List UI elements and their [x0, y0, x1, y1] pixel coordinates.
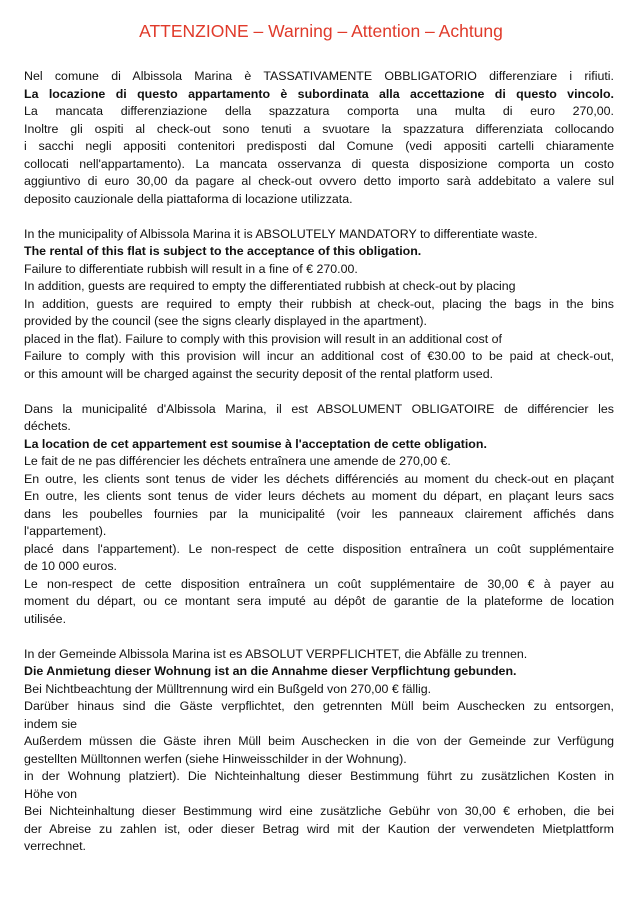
text-line: deposito cauzionale della piattaforma di locazione utilizzata. [24, 191, 353, 206]
text-line: Höhe von [24, 786, 78, 801]
text-line: dans les poubelles fournies par la municipalité (voir les panneaux clairement affichés dans [24, 506, 614, 521]
text-line: Dans la municipalité d'Albissola Marina, il est ABSOLUMENT OBLIGATOIRE de différencier les [24, 401, 614, 416]
text-line: déchets. [24, 419, 71, 433]
text-line: In addition, guests are required to empty the differentiated rubbish at check-out by placing [24, 279, 516, 293]
text-line: der Abreise zu zahlen ist, oder dieser Betrag wird mit der Kaution der verwendeten Mietplattform [24, 821, 614, 836]
text-line: placed in the flat). Failure to comply with this provision will result in an additional cost of [24, 331, 502, 346]
text-line: aggiuntivo di euro 30,00 da pagare al check-out ovvero detto importo sarà addebitato a valere sul [24, 174, 614, 188]
text-line: En outre, les clients sont tenus de vider les déchets différenciés au moment du check-out en plaçant [24, 471, 614, 486]
text-line: indem sie [24, 716, 78, 731]
text-line-emphasis: La location de cet appartement est soumise à l'acceptation de cette obligation. [24, 436, 487, 451]
section-english [24, 226, 614, 384]
text-line: moment du départ, ou ce montant sera imputé au dépôt de garantie de la plateforme de location [24, 594, 614, 608]
text-line-emphasis: La locazione di questo appartamento è subordinata alla accettazione di questo vincolo. [24, 86, 614, 101]
section-german [24, 646, 614, 856]
text-line-emphasis: Die Anmietung dieser Wohnung ist an die Annahme dieser Verpflichtung gebunden. [24, 664, 517, 678]
text-line: Außerdem müssen die Gäste ihren Müll beim Auschecken in die von der Gemeinde zur Verfügung [24, 734, 614, 748]
text-line: Darüber hinaus sind die Gäste verpflichtet, den getrennten Müll beim Auschecken zu entsorgen, [24, 699, 614, 713]
text-line: utilisée. [24, 611, 67, 626]
text-line: Failure to differentiate rubbish will result in a fine of € 270.00. [24, 261, 358, 276]
text-line: de 10 000 euros. [24, 559, 118, 573]
text-line: In der Gemeinde Albissola Marina ist es ABSOLUT VERPFLICHTET, die Abfälle zu trennen. [24, 646, 528, 661]
text-line-emphasis: The rental of this flat is subject to the acceptance of this obligation. [24, 244, 422, 258]
text-line: l'appartement). [24, 524, 107, 538]
text-line: in der Wohnung platziert). Die Nichteinhaltung dieser Bestimmung führt zu zusätzlichen Kosten in [24, 769, 614, 783]
text-line: collocati nell'appartamento). La mancata osservanza di questa disposizione comporta un costo [24, 156, 614, 171]
text-line: In the municipality of Albissola Marina it is ABSOLUTELY MANDATORY to differentiate waste. [24, 226, 538, 241]
text-line: In addition, guests are required to empty their rubbish at check-out, placing the bags in the bins [24, 296, 614, 311]
text-line: gestellten Mülltonnen werfen (siehe Hinweisschilder in der Wohnung). [24, 751, 407, 766]
text-line: provided by the council (see the signs clearly displayed in the apartment). [24, 314, 427, 328]
text-line: Bei Nichtbeachtung der Mülltrennung wird ein Bußgeld von 270,00 € fällig. [24, 681, 432, 696]
text-line: Le fait de ne pas différencier les déchets entraînera une amende de 270,00 €. [24, 454, 451, 468]
text-line: Nel comune di Albissola Marina è TASSATIVAMENTE OBBLIGATORIO differenziare i rifiuti. [24, 69, 614, 83]
text-line: i sacchi negli appositi contenitori predisposti dal Comune (vedi appositi cartelli chiaramente [24, 139, 614, 153]
section-french [24, 401, 614, 629]
text-line: verrechnet. [24, 839, 86, 853]
section-italian [24, 68, 614, 208]
text-line: Bei Nichteinhaltung dieser Bestimmung wird eine zusätzliche Gebühr von 30,00 € erhoben, die bei [24, 804, 614, 818]
text-line: or this amount will be charged against the security deposit of the rental platform used. [24, 366, 494, 381]
text-line: Failure to comply with this provision will incur an additional cost of €30.00 to be paid at check-out, [24, 349, 614, 363]
text-line: Inoltre gli ospiti al check-out sono tenuti a svuotare la spazzatura differenziata collocando [24, 121, 614, 136]
page-title: ATTENZIONE – Warning – Attention – Achtung [139, 21, 503, 41]
text-line: placé dans l'appartement). Le non-respect de cette disposition entraînera un coût supplémentaire [24, 541, 614, 556]
document-body [24, 68, 614, 873]
text-line: Le non-respect de cette disposition entraînera un coût supplémentaire de 30,00 € à payer au [24, 576, 614, 591]
text-line: La mancata differenziazione della spazzatura comporta una multa di euro 270,00. [24, 104, 614, 118]
text-line: En outre, les clients sont tenus de vider leurs déchets au moment du départ, en plaçant leurs sacs [24, 489, 614, 503]
